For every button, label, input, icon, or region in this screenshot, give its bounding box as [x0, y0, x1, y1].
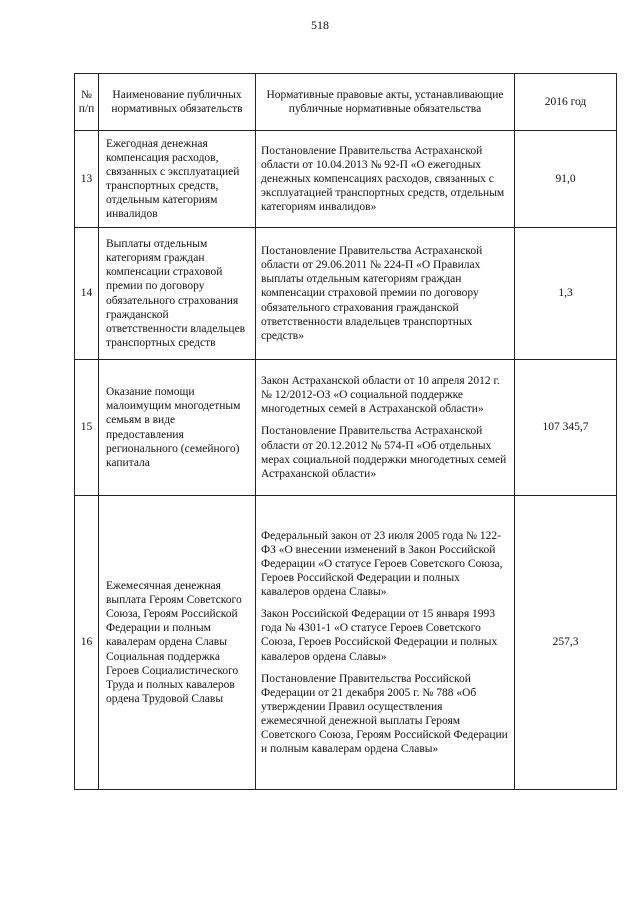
header-num: № п/п	[75, 74, 99, 131]
header-acts: Нормативные правовые акты, устанавливающие публичные нормативные обязательства	[256, 74, 515, 131]
page-number: 518	[311, 18, 329, 32]
header-name: Наименование публичных нормативных обязательств	[99, 74, 256, 131]
legal-act: Федеральный закон от 23 июля 2005 года № 122-ФЗ «О внесении изменений в Закон Российской Федерации «О статусе Героев Советского Союза, Героев Российской Федерации и полных кавалеров ордена Славы»	[261, 530, 503, 599]
table-row	[75, 228, 617, 360]
amount-2016: 1,3	[515, 228, 617, 360]
legal-act: Постановление Правительства Российской Федерации от 21 декабря 2005 г. № 788 «Об утверждении Правил осуществления ежемесячной денежной выплаты Героям Советского Союза, Героям Российской Федерации и полным кавалерам ордена Славы»	[261, 672, 508, 755]
obligation-name	[99, 360, 256, 496]
legal-act: Постановление Правительства Астраханской области от 29.06.2011 № 224-П «О Правилах выплаты отдельным категориям граждан компенсации страховой премии по договору обязательного страхования гражданской ответственности владельцев транспортных средств»	[261, 245, 483, 342]
table-header-row	[75, 74, 617, 131]
header-year: 2016 год	[515, 74, 617, 131]
amount-2016: 107 345,7	[515, 360, 617, 496]
obligation-name-text: Оказание помощи малоимущим многодетным семьям в виде предоставления регионального (семейного) капитала	[106, 386, 241, 469]
obligation-name-text: Ежемесячная денежная выплата Героям Советского Союза, Героям Российской Федерации и полным кавалерам ордена Славы	[106, 580, 242, 649]
obligation-name	[99, 228, 256, 360]
row-num: 15	[75, 360, 99, 496]
legal-act: Постановление Правительства Астраханской области от 20.12.2012 № 574-П «Об отдельных мерах социальной поддержки многодетных семей Астраханской области»	[261, 425, 507, 480]
row-num: 14	[75, 228, 99, 360]
amount-2016: 91,0	[515, 131, 617, 228]
legal-act: Постановление Правительства Астраханской области от 10.04.2013 № 92-П «О ежегодных денежных компенсациях расходов, связанных с эксплуатацией транспортных средств, отдельным категориям инвалидов»	[261, 144, 505, 214]
legal-acts	[256, 131, 515, 228]
obligation-name	[99, 496, 256, 790]
legal-act: Закон Астраханской области от 10 апреля 2012 г. № 12/2012-ОЗ «О социальной поддержке многодетных семей в Астраханской области»	[261, 375, 500, 416]
row-num: 13	[75, 131, 99, 228]
legal-acts	[256, 360, 515, 496]
obligations-table	[74, 73, 617, 790]
row-num: 16	[75, 496, 99, 790]
obligation-name-text: Социальная поддержка Героев Социалистического Труда и полных кавалеров ордена Трудовой Славы	[106, 650, 239, 705]
obligation-name-text: Выплаты отдельным категориям граждан компенсации страховой премии по договору обязательного страхования гражданской ответственности владельцев транспортных средств	[106, 238, 246, 349]
table-row	[75, 496, 617, 790]
obligation-name-text: Ежегодная денежная компенсация расходов, связанных с эксплуатацией транспортных средств, отдельным категориям инвалидов	[106, 137, 240, 221]
obligation-name	[99, 131, 256, 228]
legal-acts	[256, 496, 515, 790]
amount-2016: 257,3	[515, 496, 617, 790]
table-row	[75, 360, 617, 496]
legal-act: Закон Российской Федерации от 15 января 1993 года № 4301-1 «О статусе Героев Советского Союза, Героев Российской Федерации и полных кавалеров ордена Славы»	[261, 608, 498, 663]
legal-acts	[256, 228, 515, 360]
table-row	[75, 131, 617, 228]
